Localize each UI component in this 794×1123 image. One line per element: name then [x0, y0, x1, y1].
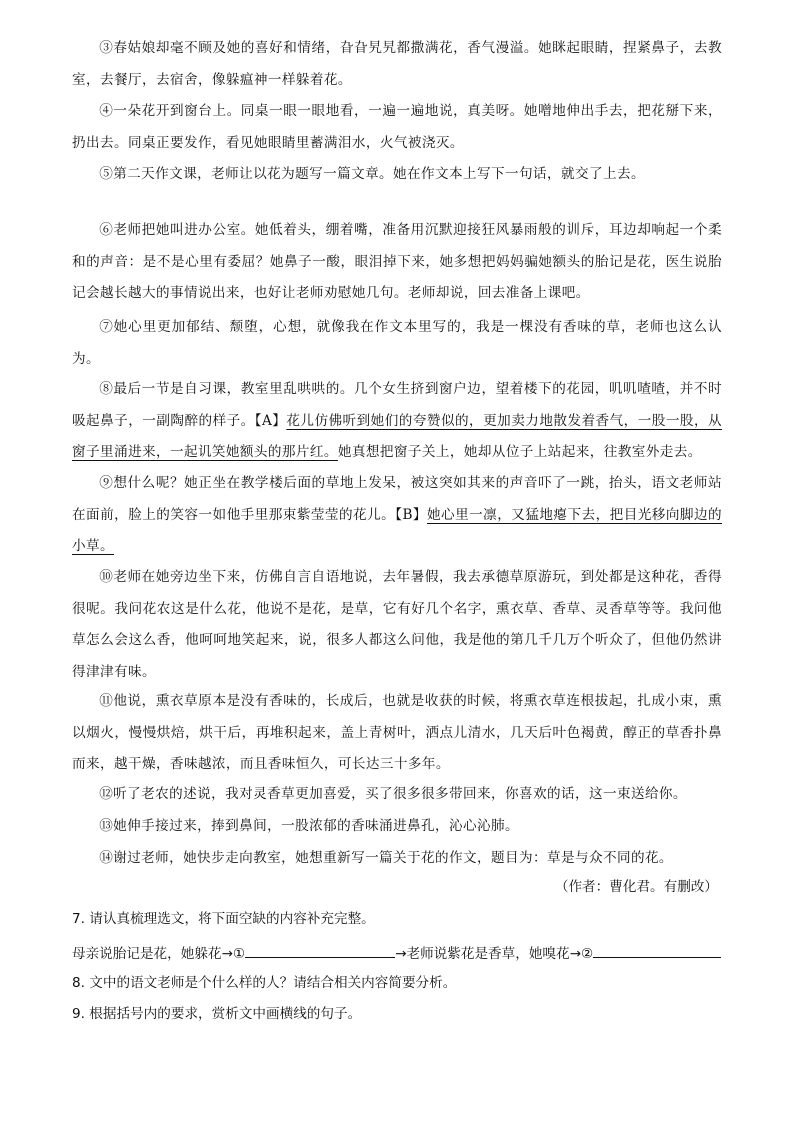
source-attribution: （作者：曹化君。有删改）: [554, 879, 718, 895]
paragraph-7: ⑦她心里更加郁结、颓堕，心想，就像我在作文本里写的，我是一棵没有香味的草，老师也这么认为。: [72, 319, 722, 367]
paragraph-14: ⑭谢过老师，她快步走向教室，她想重新写一篇关于花的作文，题目为：草是与众不同的花。: [99, 850, 673, 866]
paragraph-10: ⑩老师在她旁边坐下来，仿佛自言自语地说，去年暑假，我去承德草原游玩，到处都是这种花，香得很呢。我问花农这是什么花，他说不是花，是草，它有好几个名字，熏衣草、香草、灵香草等等。我问他草怎么会这么香，他呵呵地笑起来，说，很多人都这么问他，我是他的第几千几万个听众了，但他仍然讲得津津有味。: [72, 569, 722, 680]
question-9: 9. 根据括号内的要求，赏析文中画横线的句子。: [72, 1006, 362, 1022]
underlined-sentence-a: 花儿仿佛听到她们的夸赞似的，更加卖力地散发着香气，一股一股，从窗子里涌进来，一起讥笑她额头的那片红。: [72, 412, 722, 460]
question-8: 8. 文中的语文老师是个什么样的人？请结合相关内容简要分析。: [72, 975, 457, 991]
paragraph-13: ⑬她伸手接过来，捧到鼻间，一股浓郁的香味涌进鼻孔，沁心沁肺。: [99, 818, 519, 834]
paragraph-8-tail: 她真想把窗子关上，她却从位子上站起来，往教室外走去。: [337, 444, 702, 460]
paragraph-9-text: ⑨想什么呢？她正坐在教学楼后面的草地上发呆，被这突如其来的声音吓了一跳，抬头，语文老师站在面前，脸上的笑容一如他手里那束紫莹莹的花儿。: [72, 475, 722, 523]
fill-line-part-b: →老师说紫花是香草，她嗅花→②: [395, 946, 594, 962]
paragraph-5: ⑤第二天作文课，老师让以花为题写一篇文章。她在作文本上写下一句话，就交了上去。: [99, 166, 645, 182]
question-7: 7. 请认真梳理选文，将下面空缺的内容补充完整。: [72, 911, 375, 927]
underlined-sentence-b: 她心里一凛，又猛地瘪下去，把目光移向脚边的小草。: [72, 506, 723, 554]
answer-blank-2[interactable]: [593, 941, 721, 958]
paragraph-4: ④一朵花开到窗台上。同桌一眼一眼地看，一遍一遍地说，真美呀。她噌地伸出手去，把花掰下来，扔出去。同桌正要发作，看见她眼睛里蓄满泪水，火气被浇灭。: [72, 103, 722, 151]
paragraph-6: ⑥老师把她叫进办公室。她低着头，绷着嘴，准备用沉默迎接狂风暴雨般的训斥，耳边却响起一个柔和的声音：是不是心里有委屈？她鼻子一酸，眼泪掉下来，她多想把妈妈骗她额头的胎记是花，医生说胎记会越长越大的事情说出来，也好让老师劝慰她几句。老师却说，回去准备上课吧。: [72, 222, 722, 301]
fill-line-part-a: 母亲说胎记是花，她躲花→①: [72, 946, 246, 962]
paragraph-3: ③春姑娘却毫不顾及她的喜好和情绪，旮旮旯旯都撒满花，香气漫溢。她眯起眼睛，捏紧鼻子，去教室，去餐厅，去宿舍，像躲瘟神一样躲着花。: [72, 40, 722, 88]
marker-b: 【B】: [395, 506, 427, 523]
marker-a: 【A】: [254, 412, 287, 429]
paragraph-9: [72, 468, 722, 563]
paragraph-8-text: ⑧最后一节是自习课，教室里乱哄哄的。几个女生挤到窗户边，望着楼下的花园，叽叽喳喳，并不时吸起鼻子，一副陶醉的样子。: [72, 381, 722, 429]
answer-blank-1[interactable]: [245, 941, 395, 958]
paragraph-12: ⑫听了老农的述说，我对灵香草更加喜爱，买了很多很多带回来，你喜欢的话，这一束送给你。: [99, 786, 687, 802]
paragraph-11: ⑪他说，熏衣草原本是没有香味的，长成后，也就是收获的时候，将熏衣草连根拔起，扎成小束，熏以烟火，慢慢烘焙，烘干后，再堆积起来，盖上青树叶，洒点儿清水，几天后叶色褐黄，醇正的草香扑鼻而来，越干燥，香味越浓，而且香味恒久，可长达三十多年。: [72, 693, 722, 772]
paragraph-8: [72, 374, 722, 469]
question-7-fill-line: [72, 941, 722, 965]
